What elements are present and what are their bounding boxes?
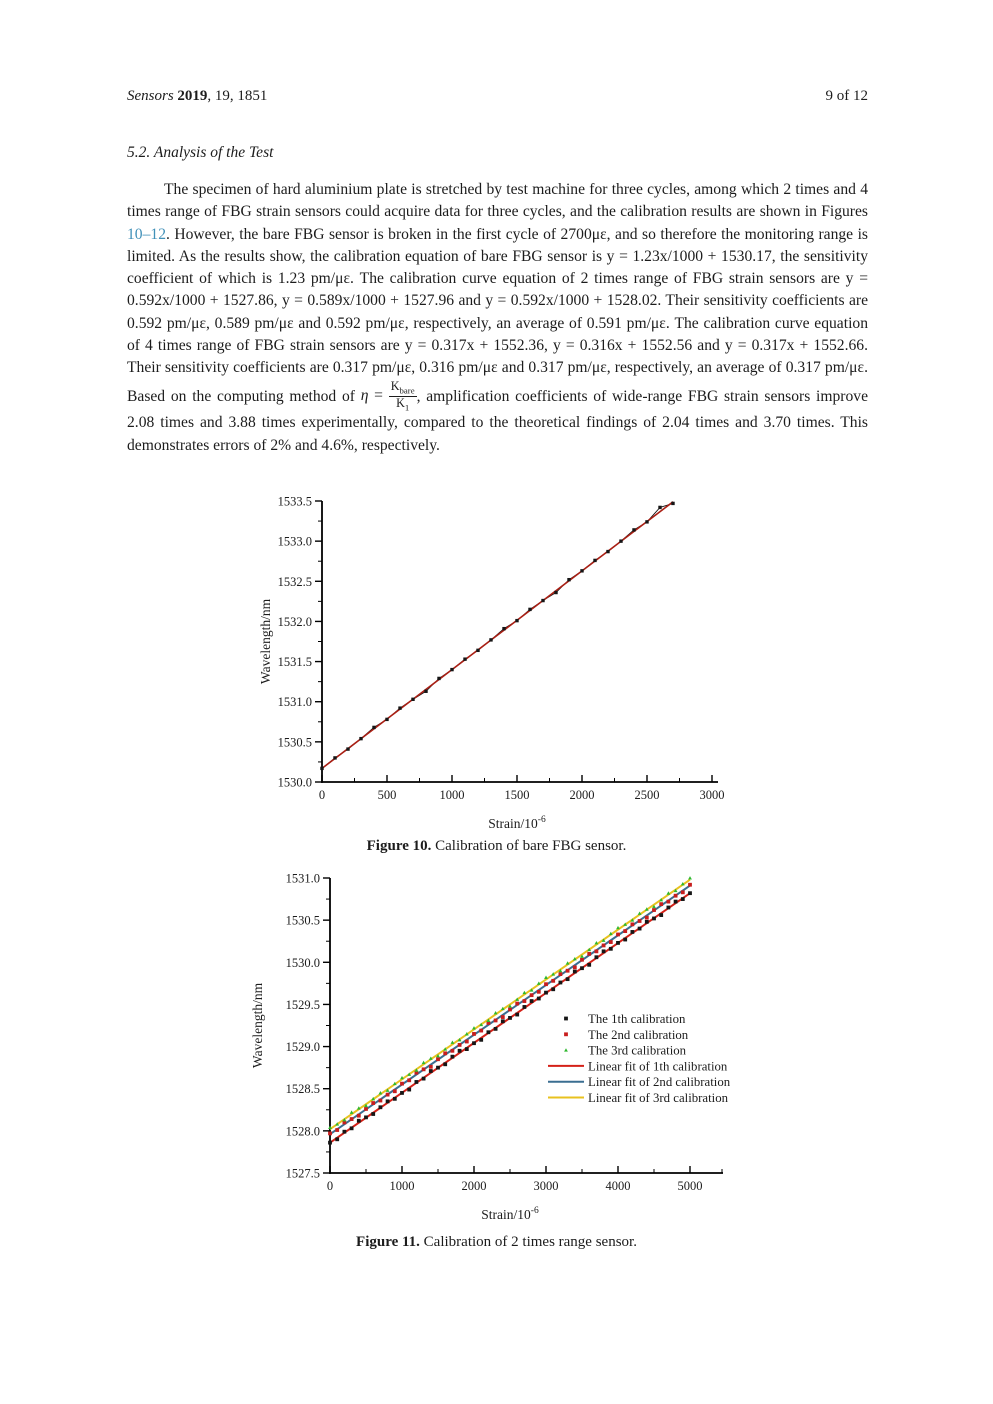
- svg-text:1533.0: 1533.0: [277, 534, 312, 549]
- figure11-label: Figure 11.: [356, 1234, 420, 1250]
- svg-text:Strain/10-6: Strain/$10^{-6}$: [488, 815, 546, 831]
- page-header: [127, 88, 868, 105]
- svg-text:3000: 3000: [533, 1179, 559, 1193]
- journal-name: Sensors: [127, 88, 178, 104]
- figure11-chart: [240, 862, 770, 1232]
- svg-text:1532.0: 1532.0: [277, 614, 312, 629]
- page-number: 9 of 12: [825, 88, 868, 104]
- svg-text:1530.0: 1530.0: [277, 775, 312, 790]
- svg-text:1530.5: 1530.5: [277, 735, 312, 750]
- svg-text:1527.5: 1527.5: [285, 1166, 320, 1181]
- svg-text:2500: 2500: [634, 788, 660, 802]
- svg-text:1500: 1500: [504, 788, 530, 802]
- svg-text:1000: 1000: [389, 1179, 415, 1193]
- svg-text:Linear fit of 3rd calibration: Linear fit of 3rd calibration: [588, 1091, 728, 1105]
- journal-issue: , 19, 1851: [207, 88, 268, 104]
- k-ratio-fraction: $\frac{K_{bare}}{K_1}$: [390, 378, 415, 412]
- svg-text:2000: 2000: [569, 788, 595, 802]
- svg-text:1531.0: 1531.0: [277, 695, 312, 710]
- svg-text:Linear fit of 1th calibration: Linear fit of 1th calibration: [588, 1059, 728, 1074]
- svg-text:Wavelength/nm: Wavelength/nm: [258, 598, 273, 685]
- svg-text:1530.0: 1530.0: [285, 955, 320, 970]
- svg-text:The 1th calibration: The 1th calibration: [588, 1012, 686, 1026]
- svg-text:0: 0: [326, 1179, 334, 1193]
- figure10-label: Figure 10.: [366, 838, 432, 854]
- svg-text:1531.5: 1531.5: [277, 655, 312, 670]
- svg-text:1529.0: 1529.0: [285, 1040, 320, 1055]
- svg-text:1000: 1000: [439, 788, 465, 802]
- svg-text:1530.5: 1530.5: [285, 913, 320, 928]
- svg-text:0: 0: [318, 788, 326, 802]
- section-heading: 5.2. Analysis of the Test: [127, 144, 274, 161]
- svg-text:1528.0: 1528.0: [285, 1124, 320, 1139]
- journal-reference: [127, 88, 267, 105]
- figure10-caption: Figure 10. Calibration of bare FBG sensor.: [366, 838, 627, 854]
- svg-text:1529.5: 1529.5: [285, 997, 320, 1012]
- svg-text:1533.5: 1533.5: [277, 494, 312, 509]
- svg-text:Linear fit of 2nd calibration: Linear fit of 2nd calibration: [588, 1075, 731, 1090]
- paragraph-text-1: The specimen of hard aluminium plate is stretched by test machine for three cycles, among which 2 times and 4 times range of FBG strain sensors could acquire data for three cycles, and the calibration results are shown in Figures: [127, 181, 868, 221]
- svg-text:1532.5: 1532.5: [277, 574, 312, 589]
- svg-text:Wavelength/nm: Wavelength/nm: [250, 982, 265, 1069]
- eta-formula: η = $\frac{K_{bare}}{K_1}$: [360, 378, 415, 412]
- journal-year: 2019: [177, 88, 208, 104]
- svg-text:The 3rd calibration: The 3rd calibration: [588, 1043, 687, 1058]
- svg-text:1531.0: 1531.0: [285, 871, 320, 886]
- svg-text:3000: 3000: [699, 788, 725, 802]
- figure11-caption: Figure 11. Calibration of 2 times range sensor.: [356, 1234, 637, 1250]
- figure-range-link[interactable]: 10–12: [127, 225, 166, 243]
- paragraph-text-3: , amplification coefficients of wide-range FBG strain sensors improve 2.08 times and 3.88 times experimentally, compared to the theoretical findings of 2.04 times and 3.70 times. This demonstrates errors of 2% and 4.6%, respectively.: [127, 387, 869, 454]
- paragraph-text-2: . However, the bare FBG sensor is broken in the first cycle of 2700με, and so therefore the monitoring range is limited. As the results show, the calibration equation of bare FBG sensor is y = 1.23x/1000 + 1530.17, the sensitivity coefficient of which is 1.23 pm/με. The calibration curve equation of 2 times range of FBG strain sensors are y = 0.592x/1000 + 1527.86, y = 0.589x/1000 + 1527.96 and y = 0.592x/1000 + 1528.02. Their sensitivity coefficients are 0.592 pm/με, 0.589 pm/με and 0.592 pm/με, respectively, an average of 0.591 pm/με. The calibration curve equation of 4 times range of FBG strain sensors are y = 0.317x + 1552.36, y = 0.316x + 1552.56 and y = 0.317x + 1552.66. Their sensitivity coefficients are 0.317 pm/με, 0.316 pm/με and 0.317 pm/με, respectively, an average of 0.317 pm/με. Based on the computing method of: [127, 225, 868, 405]
- svg-text:Strain/10-6: Strain/$10^{-6}$: [481, 1206, 539, 1222]
- svg-text:The 2nd calibration: The 2nd calibration: [588, 1027, 689, 1042]
- svg-text:4000: 4000: [605, 1179, 631, 1193]
- svg-text:500: 500: [377, 788, 397, 802]
- svg-text:1528.5: 1528.5: [285, 1082, 320, 1097]
- svg-text:2000: 2000: [461, 1179, 487, 1193]
- figure10-chart: [240, 486, 760, 838]
- svg-text:5000: 5000: [677, 1179, 703, 1193]
- body-paragraph: [127, 179, 868, 457]
